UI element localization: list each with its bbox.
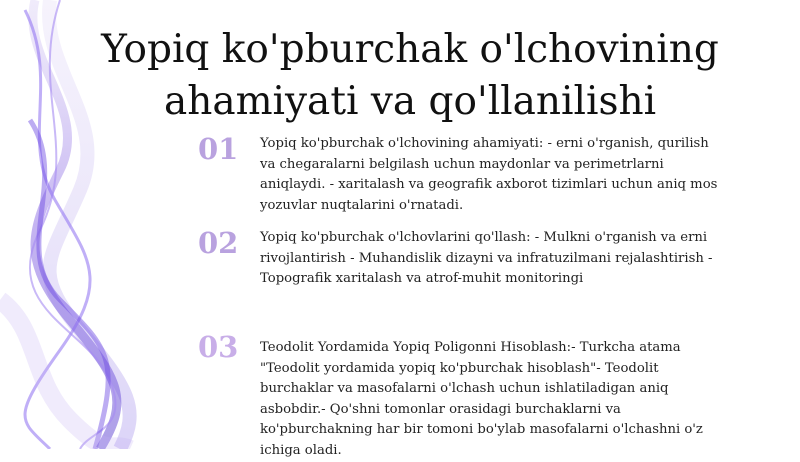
item-number: 03 <box>198 330 239 364</box>
item-text: Yopiq ko'pburchak o'lchovlarini qo'llash: - Mulkni o'rganish va erni rivojlantirish - Muhandislik dizayni va infratuzilmani rejalashtirish - Topografik xaritalash va atrof-muhit monitoringi <box>260 230 713 287</box>
slide-title-line-1: Yopiq ko'pburchak o'lchovining <box>101 27 719 72</box>
item-text: Teodolit Yordamida Yopiq Poligonni Hisoblash:- Turkcha atama "Teodolit yordamida yopiq ko'pburchak hisoblash"- Teodolit burchaklar va masofalarni o'lchash uchun ishlatiladigan aniq asbobdir.- Qo'shni tomonlar orasidagi burchaklarni va ko'pburchakning har bir tomoni bo'ylab masofalarni o'lchashni o'z ichiga oladi. <box>260 340 703 458</box>
item-number: 01 <box>198 132 239 166</box>
slide-title-line-2: ahamiyati va qo'llanilishi <box>163 79 657 124</box>
slide-title <box>20 24 800 128</box>
item-text: Yopiq ko'pburchak o'lchovining ahamiyati: - erni o'rganish, qurilish va chegaralarni belgilash uchun maydonlar va perimetrlarni aniqlaydi. - xaritalash va geografik axborot tizimlari uchun aniq mos yozuvlar nuqtalarini o'rnatadi. <box>260 136 718 213</box>
item-number: 02 <box>198 226 239 260</box>
